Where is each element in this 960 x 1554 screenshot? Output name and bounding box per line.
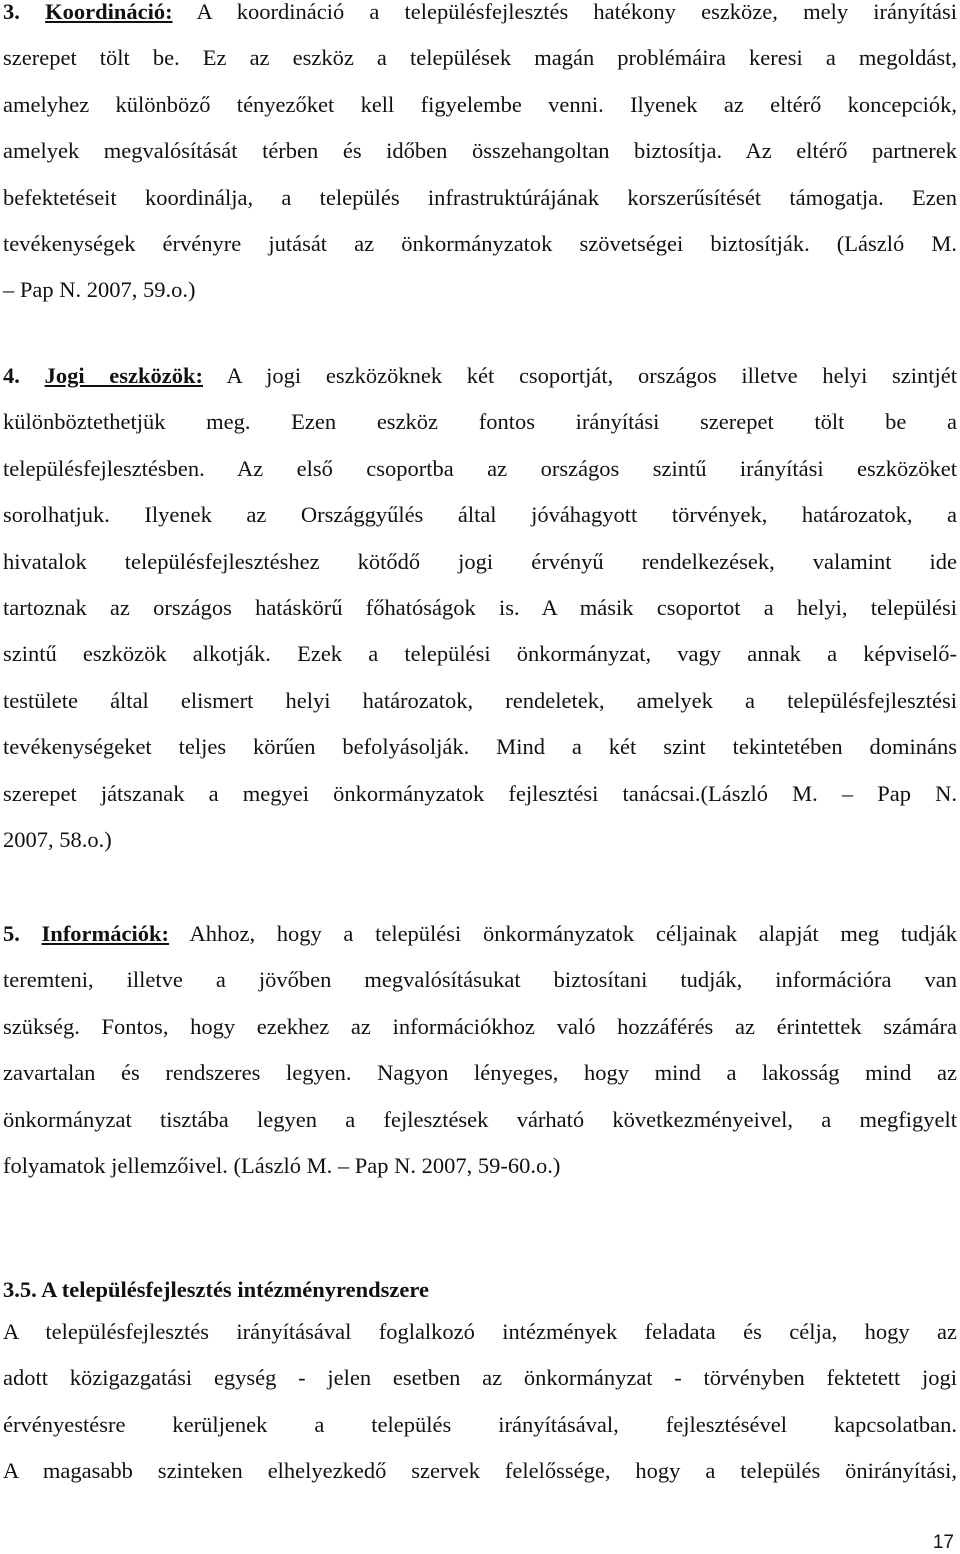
- section-first-line: [3, 0, 957, 42]
- section-legal-tools: [3, 360, 957, 870]
- section-term: Információk:: [41, 921, 170, 946]
- text-line: – Pap N. 2007, 59.o.): [3, 277, 196, 303]
- text-line: szerepet tölt be. Ez az eszköz a települések magán problémáira keresi a megoldást,: [3, 45, 957, 71]
- section-number: 5.: [3, 921, 20, 946]
- text-line: adott közigazgatási egység - jelen esetben az önkormányzat - törvényben fektetett jogi: [3, 1365, 957, 1391]
- section-information: [3, 918, 957, 1196]
- text-line: tevékenységeket teljes körűen befolyásolják. Mind a két szint tekintetében domináns: [3, 734, 957, 760]
- text-line: teremteni, illetve a jövőben megvalósításukat biztosítani tudják, információra van: [3, 967, 957, 993]
- section-term: Koordináció:: [45, 0, 173, 24]
- text-line: befektetéseit koordinálja, a település infrastruktúrájának korszerűsítését támogatja. Ezen: [3, 184, 957, 210]
- text-line: szerepet játszanak a megyei önkormányzatok fejlesztési tanácsai.(László M. – Pap N.: [3, 780, 957, 806]
- text-line: különböztethetjük meg. Ezen eszköz fontos irányítási szerepet tölt be a: [3, 409, 957, 435]
- text-line: testülete által elismert helyi határozatok, rendeletek, amelyek a településfejlesztési: [3, 687, 957, 713]
- text-line: A koordináció a településfejlesztés hatékony eszköze, mely irányítási: [172, 0, 958, 24]
- section-number: 3.: [3, 0, 20, 24]
- text-line: tartoznak az országos hatáskörű főhatóságok is. A másik csoportot a helyi, települési: [3, 594, 957, 620]
- text-line: sorolhatjuk. Ilyenek az Országgyűlés által jóváhagyott törvények, határozatok, a: [3, 502, 957, 528]
- text-line: folyamatok jellemzőivel. (László M. – Pap N. 2007, 59-60.o.): [3, 1152, 561, 1178]
- section-first-line: [3, 360, 957, 406]
- section-first-line: [3, 918, 957, 964]
- section-number: 4.: [3, 363, 20, 388]
- subsection-institutions: [3, 1274, 957, 1502]
- text-line: A jogi eszközöknek két csoportját, országos illetve helyi szintjét: [203, 363, 957, 388]
- text-line: amelyhez különböző tényezőket kell figyelembe venni. Ilyenek az eltérő koncepciók,: [3, 91, 957, 117]
- section-term: Jogi eszközök:: [44, 363, 204, 388]
- text-line: A településfejlesztés irányításával foglalkozó intézmények feladata és célja, hogy az: [3, 1319, 957, 1344]
- text-line: szintű eszközök alkotják. Ezek a települési önkormányzat, vagy annak a képviselő-: [3, 641, 957, 667]
- text-line: hivatalok településfejlesztéshez kötődő jogi érvényű rendelkezések, valamint ide: [3, 548, 957, 574]
- text-line: településfejlesztésben. Az első csoportba az országos szintű irányítási eszközöket: [3, 455, 957, 481]
- text-line: Ahhoz, hogy a települési önkormányzatok céljainak alapját meg tudják: [169, 921, 958, 946]
- text-line: amelyek megvalósítását térben és időben összehangoltan biztosítja. Az eltérő partnerek: [3, 138, 957, 164]
- page-number: 17: [932, 1532, 954, 1553]
- subsection-heading: 3.5. A településfejlesztés intézményrendszere: [3, 1277, 429, 1302]
- text-line: tevékenységek érvényre jutását az önkormányzatok szövetségei biztosítják. (László M.: [3, 230, 957, 256]
- text-line: zavartalan és rendszeres legyen. Nagyon lényeges, hogy mind a lakosság mind az: [3, 1060, 957, 1086]
- text-line: 2007, 58.o.): [3, 826, 112, 852]
- text-line: önkormányzat tisztába legyen a fejlesztések várható következményeivel, a megfigyelt: [3, 1106, 957, 1132]
- text-line: érvényestésre kerüljenek a település irányításával, fejlesztésével kapcsolatban.: [3, 1411, 957, 1437]
- text-line: szükség. Fontos, hogy ezekhez az információkhoz való hozzáférés az érintettek számára: [3, 1013, 957, 1039]
- text-line: A magasabb szinteken elhelyezkedő szervek felelőssége, hogy a település önirányítási,: [3, 1458, 957, 1484]
- section-coordination: [3, 0, 957, 321]
